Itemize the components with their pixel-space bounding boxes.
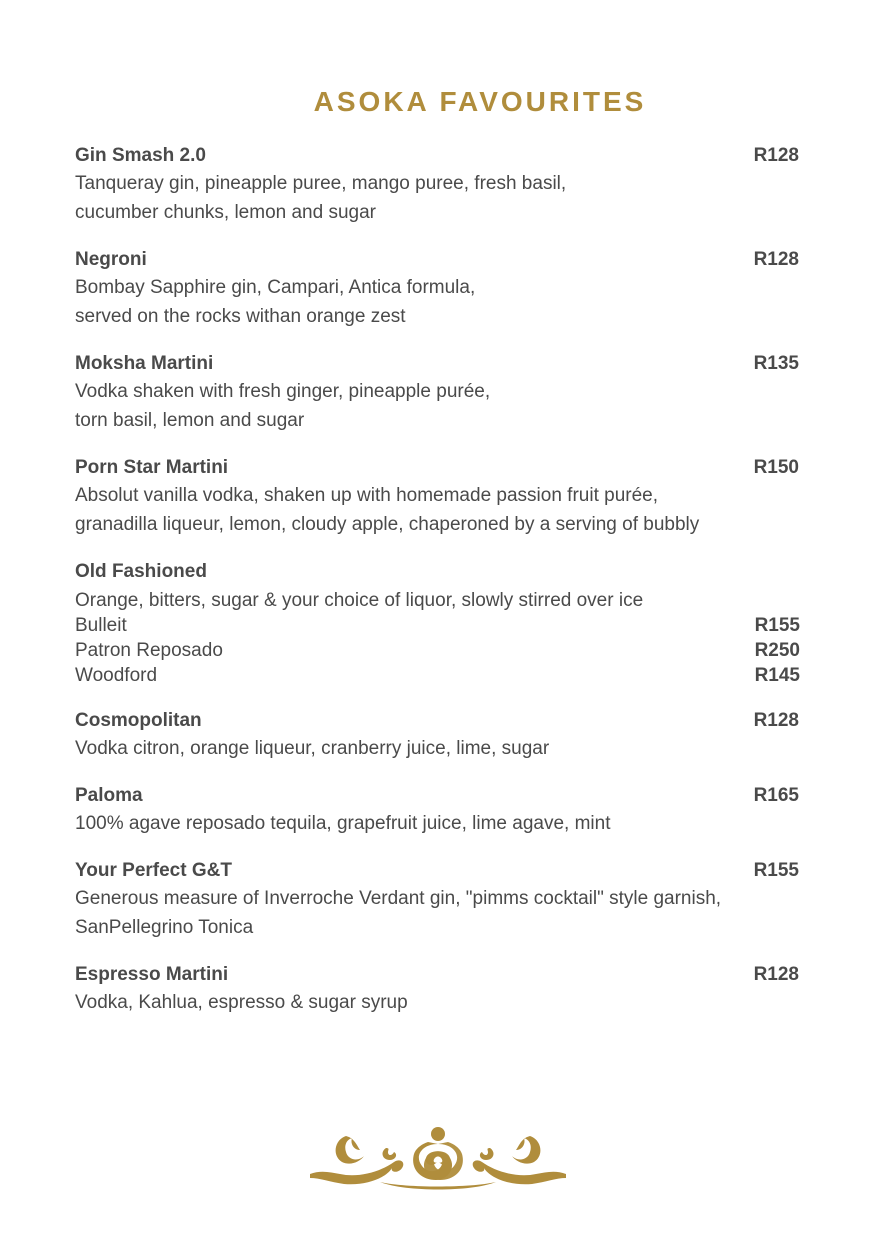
menu-item	[75, 247, 800, 331]
item-description: Vodka, Kahlua, espresso & sugar syrup	[75, 992, 408, 1013]
menu-item	[75, 962, 800, 1017]
item-description: granadilla liqueur, lemon, cloudy apple, chaperoned by a serving of bubbly	[75, 514, 700, 535]
page-title: ASOKA FAVOURITES	[313, 86, 647, 117]
menu-item	[75, 143, 800, 227]
item-name: Old Fashioned	[75, 561, 207, 582]
gold-scroll-flourish-icon	[310, 1122, 566, 1194]
menu-item	[75, 858, 800, 942]
item-name: Porn Star Martini	[75, 457, 229, 478]
item-price: R135	[753, 353, 799, 374]
menu-item	[75, 455, 800, 539]
item-name: Moksha Martini	[75, 353, 214, 374]
item-name: Paloma	[75, 785, 143, 806]
option-label: Bulleit	[75, 615, 127, 636]
item-price: R155	[753, 860, 799, 881]
option-price: R250	[754, 640, 800, 661]
item-description: 100% agave reposado tequila, grapefruit juice, lime agave, mint	[75, 813, 611, 834]
item-price: R128	[753, 964, 799, 985]
menu-item	[75, 559, 800, 688]
menu-item	[75, 708, 800, 763]
item-price: R128	[753, 710, 799, 731]
item-price: R165	[753, 785, 799, 806]
option-row	[75, 613, 800, 638]
option-row	[75, 638, 800, 663]
item-description: Vodka shaken with fresh ginger, pineapple purée,	[75, 381, 491, 402]
option-row	[75, 663, 800, 688]
item-description: torn basil, lemon and sugar	[75, 410, 305, 431]
menu-item	[75, 783, 800, 838]
cocktail-menu	[75, 143, 800, 1037]
item-description: Absolut vanilla vodka, shaken up with homemade passion fruit purée,	[75, 485, 659, 506]
item-price: R128	[753, 145, 799, 166]
item-description: Orange, bitters, sugar & your choice of liquor, slowly stirred over ice	[75, 590, 644, 611]
item-description: served on the rocks withan orange zest	[75, 306, 406, 327]
item-price: R150	[753, 457, 799, 478]
option-label: Patron Reposado	[75, 640, 223, 661]
item-description: SanPellegrino Tonica	[75, 917, 254, 938]
item-name: Negroni	[75, 249, 147, 270]
option-price: R155	[754, 615, 800, 636]
item-name: Your Perfect G&T	[75, 860, 232, 881]
item-name: Cosmopolitan	[75, 710, 202, 731]
item-description: Generous measure of Inverroche Verdant gin, "pimms cocktail" style garnish,	[75, 888, 722, 909]
item-name: Espresso Martini	[75, 964, 229, 985]
menu-item	[75, 351, 800, 435]
item-description: Tanqueray gin, pineapple puree, mango puree, fresh basil,	[75, 173, 567, 194]
option-price: R145	[754, 665, 800, 686]
item-description: Bombay Sapphire gin, Campari, Antica formula,	[75, 277, 476, 298]
item-description: Vodka citron, orange liqueur, cranberry juice, lime, sugar	[75, 738, 550, 759]
item-name: Gin Smash 2.0	[75, 145, 206, 166]
option-label: Woodford	[75, 665, 158, 686]
item-price: R128	[753, 249, 799, 270]
item-description: cucumber chunks, lemon and sugar	[75, 202, 376, 223]
